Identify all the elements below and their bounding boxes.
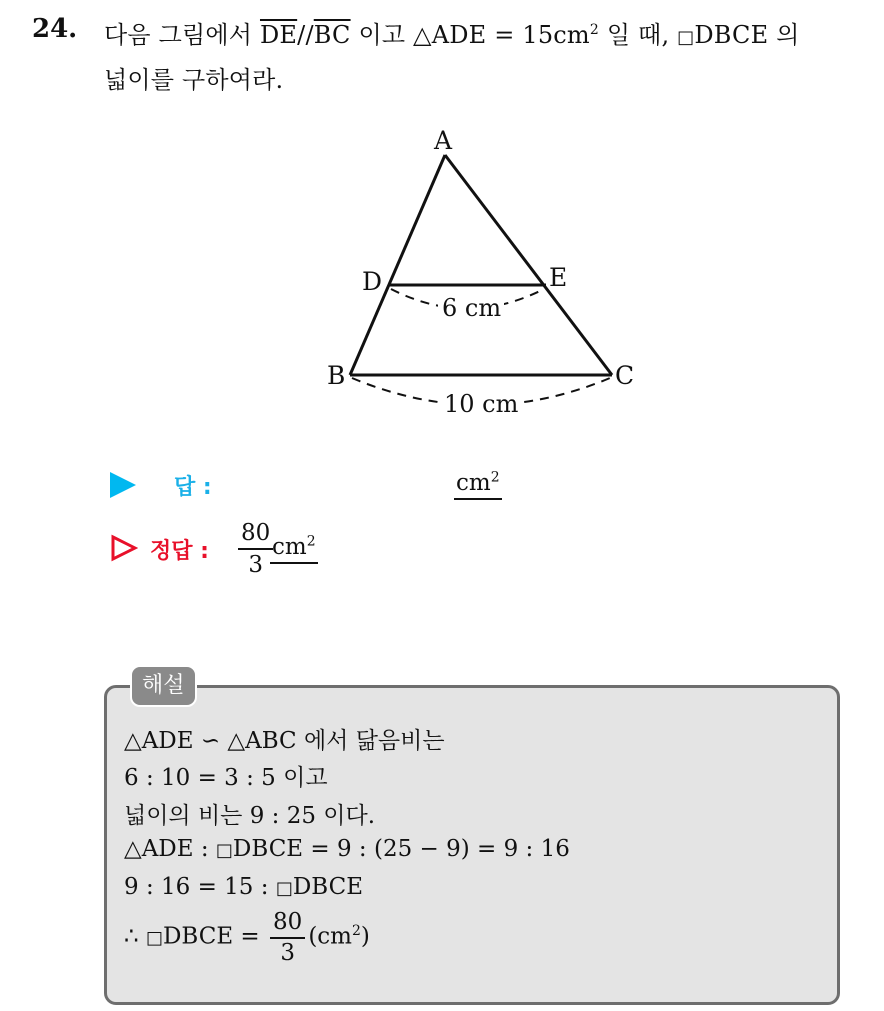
correct-unit	[270, 534, 318, 564]
segment-bc: $\overline{BC}$	[313, 21, 351, 49]
question-mid: 이고 △ADE = 15cm	[358, 21, 590, 49]
answer-unit-sup: 2	[490, 469, 500, 486]
question-tail2: DBCE 의	[694, 21, 800, 49]
answer-unit: cm	[456, 470, 491, 496]
vertex-a: A	[434, 126, 453, 155]
correct-unit-sup: 2	[306, 533, 316, 550]
line6-part-a: ∴	[124, 923, 146, 950]
side-ab	[350, 155, 445, 375]
solution-line-3: 넓이의 비는 9 : 25 이다.	[124, 803, 376, 829]
play-icon	[110, 472, 136, 498]
vertex-d: D	[362, 267, 383, 296]
vertex-c: C	[615, 361, 635, 390]
segment-de: $\overline{DE}$	[259, 21, 298, 49]
square-symbol: □	[215, 840, 233, 861]
square-symbol: □	[275, 878, 293, 899]
side-ac	[445, 155, 612, 375]
correct-denominator: 3	[248, 552, 263, 578]
solution-line-2: 6 : 10 = 3 : 5 이고	[124, 765, 328, 791]
solution-numerator: 80	[270, 908, 305, 939]
parallel-sign: //	[297, 21, 314, 49]
solution-line-1: △ADE ∽ △ABC 에서 닮음비는	[124, 728, 445, 754]
line6-part-c: (cm	[308, 923, 352, 950]
outline-play-icon	[110, 534, 138, 562]
square-symbol: □	[145, 927, 163, 949]
line6-part-b: DBCE =	[162, 923, 268, 950]
question-number: 24.	[32, 14, 78, 44]
question-line2: 넓이를 구하여라.	[104, 66, 284, 94]
line5-part-b: DBCE	[292, 874, 363, 900]
solution-tab: 해설	[130, 665, 197, 707]
de-length-label: 6 cm	[442, 294, 502, 322]
line4-part-a: △ADE :	[124, 836, 216, 862]
answer-blank[interactable]	[454, 470, 502, 500]
question-prefix: 다음 그림에서	[104, 21, 253, 49]
solution-line-5	[124, 874, 363, 900]
solution-line-4	[124, 836, 570, 862]
square-exponent: 2	[589, 22, 599, 38]
line6-sup: 2	[351, 922, 361, 939]
bc-length-label: 10 cm	[444, 390, 519, 418]
triangle-figure	[0, 0, 884, 460]
vertex-e: E	[549, 263, 568, 292]
line6-part-d: )	[360, 923, 370, 950]
correct-numerator: 80	[238, 520, 273, 550]
square-symbol: □	[677, 27, 695, 48]
solution-denominator: 3	[280, 940, 295, 966]
line5-part-a: 9 : 16 = 15 :	[124, 874, 276, 900]
correct-label: 정답 :	[150, 539, 209, 564]
solution-line-6	[124, 908, 370, 967]
line4-part-b: DBCE = 9 : (25 − 9) = 9 : 16	[232, 836, 570, 862]
correct-fraction	[238, 520, 273, 578]
solution-fraction	[270, 908, 305, 967]
question-tail1: 일 때,	[606, 21, 678, 49]
answer-label: 답 :	[174, 475, 212, 500]
correct-unit-text: cm	[272, 534, 307, 560]
vertex-b: B	[327, 361, 346, 390]
